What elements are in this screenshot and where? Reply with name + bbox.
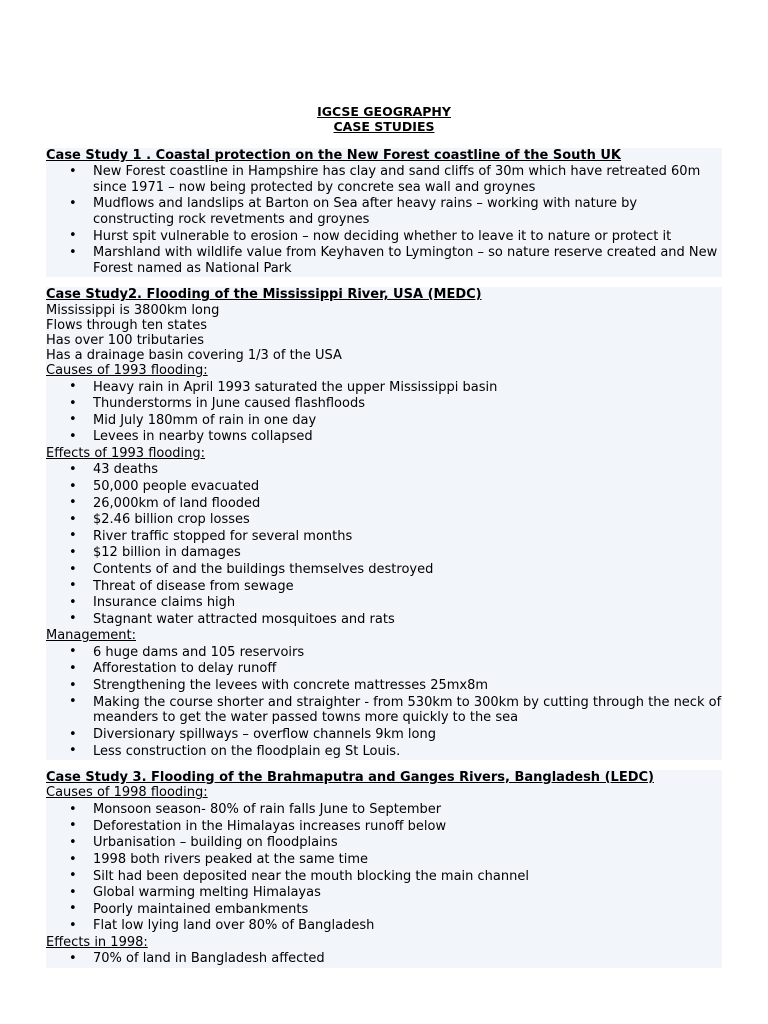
section-spacer: [46, 277, 722, 287]
bullet-icon: •: [69, 884, 77, 900]
list-item: • Threat of disease from sewage: [69, 578, 294, 594]
case-study-1-bullets: [46, 164, 722, 277]
list-item: • 26,000km of land flooded: [69, 495, 261, 511]
bullet-icon: •: [69, 644, 77, 660]
causes-subheading: Causes of 1993 flooding:: [46, 362, 208, 378]
list-item: • Mudflows and landslips at Barton on Sea after heavy rains – working with nature by constructing rock revetments and groynes: [69, 195, 638, 227]
list-item: • Monsoon season- 80% of rain falls June to September: [69, 801, 442, 818]
document-title: IGCSE GEOGRAPHY: [317, 104, 451, 119]
fact-line: Mississippi is 3800km long: [46, 302, 220, 318]
case-study-3-title: Case Study 3. Flooding of the Brahmaputra and Ganges Rivers, Bangladesh (LEDC): [46, 769, 654, 785]
case-study-2: [46, 287, 722, 760]
document-body: [46, 148, 722, 968]
fact-line: Has over 100 tributaries: [46, 332, 205, 348]
list-item: • Diversionary spillways – overflow channels 9km long: [69, 726, 436, 742]
bullet-icon: •: [69, 694, 77, 710]
list-item: • Marshland with wildlife value from Keyhaven to Lymington – so nature reserve created and New Forest named as National Park: [69, 244, 718, 276]
bullet-icon: •: [69, 395, 77, 411]
causes-list: [46, 379, 722, 445]
bullet-icon: •: [69, 594, 77, 610]
bullet-icon: •: [69, 379, 77, 395]
list-item: • Levees in nearby towns collapsed: [69, 428, 313, 445]
case-study-2-title: Case Study2. Flooding of the Mississippi River, USA (MEDC): [46, 287, 482, 303]
bullet-icon: •: [69, 495, 77, 511]
bullet-icon: •: [69, 578, 77, 594]
bullet-icon: •: [69, 801, 77, 817]
bullet-icon: •: [69, 818, 77, 834]
effects-subheading: Effects of 1993 flooding:: [46, 445, 206, 461]
bullet-icon: •: [69, 163, 77, 179]
case-study-1-title: Case Study 1 . Coastal protection on the New Forest coastline of the South UK: [46, 148, 622, 163]
list-item: • Urbanisation – building on floodplains: [69, 835, 338, 851]
list-item: • Thunderstorms in June caused flashfloods: [69, 395, 365, 412]
list-item: • $2.46 billion crop losses: [69, 511, 250, 528]
list-item: • Poorly maintained embankments: [69, 901, 309, 917]
list-item: • 50,000 people evacuated: [69, 478, 260, 495]
list-item: • Insurance claims high: [69, 594, 236, 611]
bullet-icon: •: [69, 412, 77, 428]
bullet-icon: •: [69, 743, 77, 759]
list-item: • Deforestation in the Himalayas increases runoff below: [69, 818, 447, 834]
bullet-icon: •: [69, 228, 77, 244]
effects-list: [46, 462, 722, 628]
causes-list: [46, 802, 722, 935]
list-item: • River traffic stopped for several months: [69, 528, 353, 544]
causes-subheading: Causes of 1998 flooding:: [46, 785, 208, 801]
list-item: • Heavy rain in April 1993 saturated the upper Mississippi basin: [69, 379, 498, 395]
list-item: • New Forest coastline in Hampshire has clay and sand cliffs of 30m which have retreated 60m since 1971 – now being protected by concrete sea wall and groynes: [69, 163, 701, 195]
bullet-icon: •: [69, 901, 77, 917]
fact-line: Has a drainage basin covering 1/3 of the USA: [46, 347, 342, 363]
list-item: • Flat low lying land over 80% of Bangladesh: [69, 918, 375, 934]
list-item: • 70% of land in Bangladesh affected: [69, 951, 325, 967]
list-item: • Making the course shorter and straighter - from 530km to 300km by cutting through the neck of meanders to get the water passed towns more quickly to the sea: [69, 694, 722, 726]
list-item: • Stagnant water attracted mosquitoes and rats: [69, 611, 395, 627]
management-subheading: Management:: [46, 627, 137, 643]
case-study-3: [46, 770, 722, 968]
section-spacer: [46, 760, 722, 770]
list-item: • Strengthening the levees with concrete mattresses 25mx8m: [69, 677, 489, 694]
bullet-icon: •: [69, 726, 77, 742]
list-item: • 43 deaths: [69, 462, 158, 478]
bullet-icon: •: [69, 677, 77, 693]
list-item: • Silt had been deposited near the mouth blocking the main channel: [69, 868, 529, 884]
bullet-icon: •: [69, 561, 77, 577]
list-item: • Contents of and the buildings themselves destroyed: [69, 561, 434, 577]
bullet-icon: •: [69, 868, 77, 884]
bullet-icon: •: [69, 478, 77, 494]
effects-list: [46, 951, 722, 968]
list-item: • $12 billion in damages: [69, 545, 241, 561]
bullet-icon: •: [69, 835, 77, 851]
list-item: • 6 huge dams and 105 reservoirs: [69, 644, 305, 660]
case-study-1: [46, 148, 722, 277]
bullet-icon: •: [69, 428, 77, 444]
bullet-icon: •: [69, 195, 77, 211]
bullet-icon: •: [69, 511, 77, 527]
list-item: • Hurst spit vulnerable to erosion – now deciding whether to leave it to nature or protect it: [69, 228, 672, 244]
bullet-icon: •: [69, 545, 77, 561]
bullet-icon: •: [69, 661, 77, 677]
bullet-icon: •: [69, 528, 77, 544]
list-item: • Mid July 180mm of rain in one day: [69, 412, 317, 428]
bullet-icon: •: [69, 951, 77, 967]
fact-line: Flows through ten states: [46, 317, 207, 333]
document-subtitle: CASE STUDIES: [333, 119, 435, 134]
bullet-icon: •: [69, 244, 77, 260]
list-item: • 1998 both rivers peaked at the same time: [69, 851, 369, 868]
bullet-icon: •: [69, 918, 77, 933]
effects-subheading: Effects in 1998:: [46, 934, 148, 950]
list-item: • Less construction on the floodplain eg St Louis.: [69, 743, 401, 759]
bullet-icon: •: [69, 611, 77, 627]
list-item: • Afforestation to delay runoff: [69, 661, 277, 677]
bullet-icon: •: [69, 462, 77, 478]
bullet-icon: •: [69, 851, 77, 867]
management-list: [46, 644, 722, 759]
list-item: • Global warming melting Himalayas: [69, 884, 321, 901]
